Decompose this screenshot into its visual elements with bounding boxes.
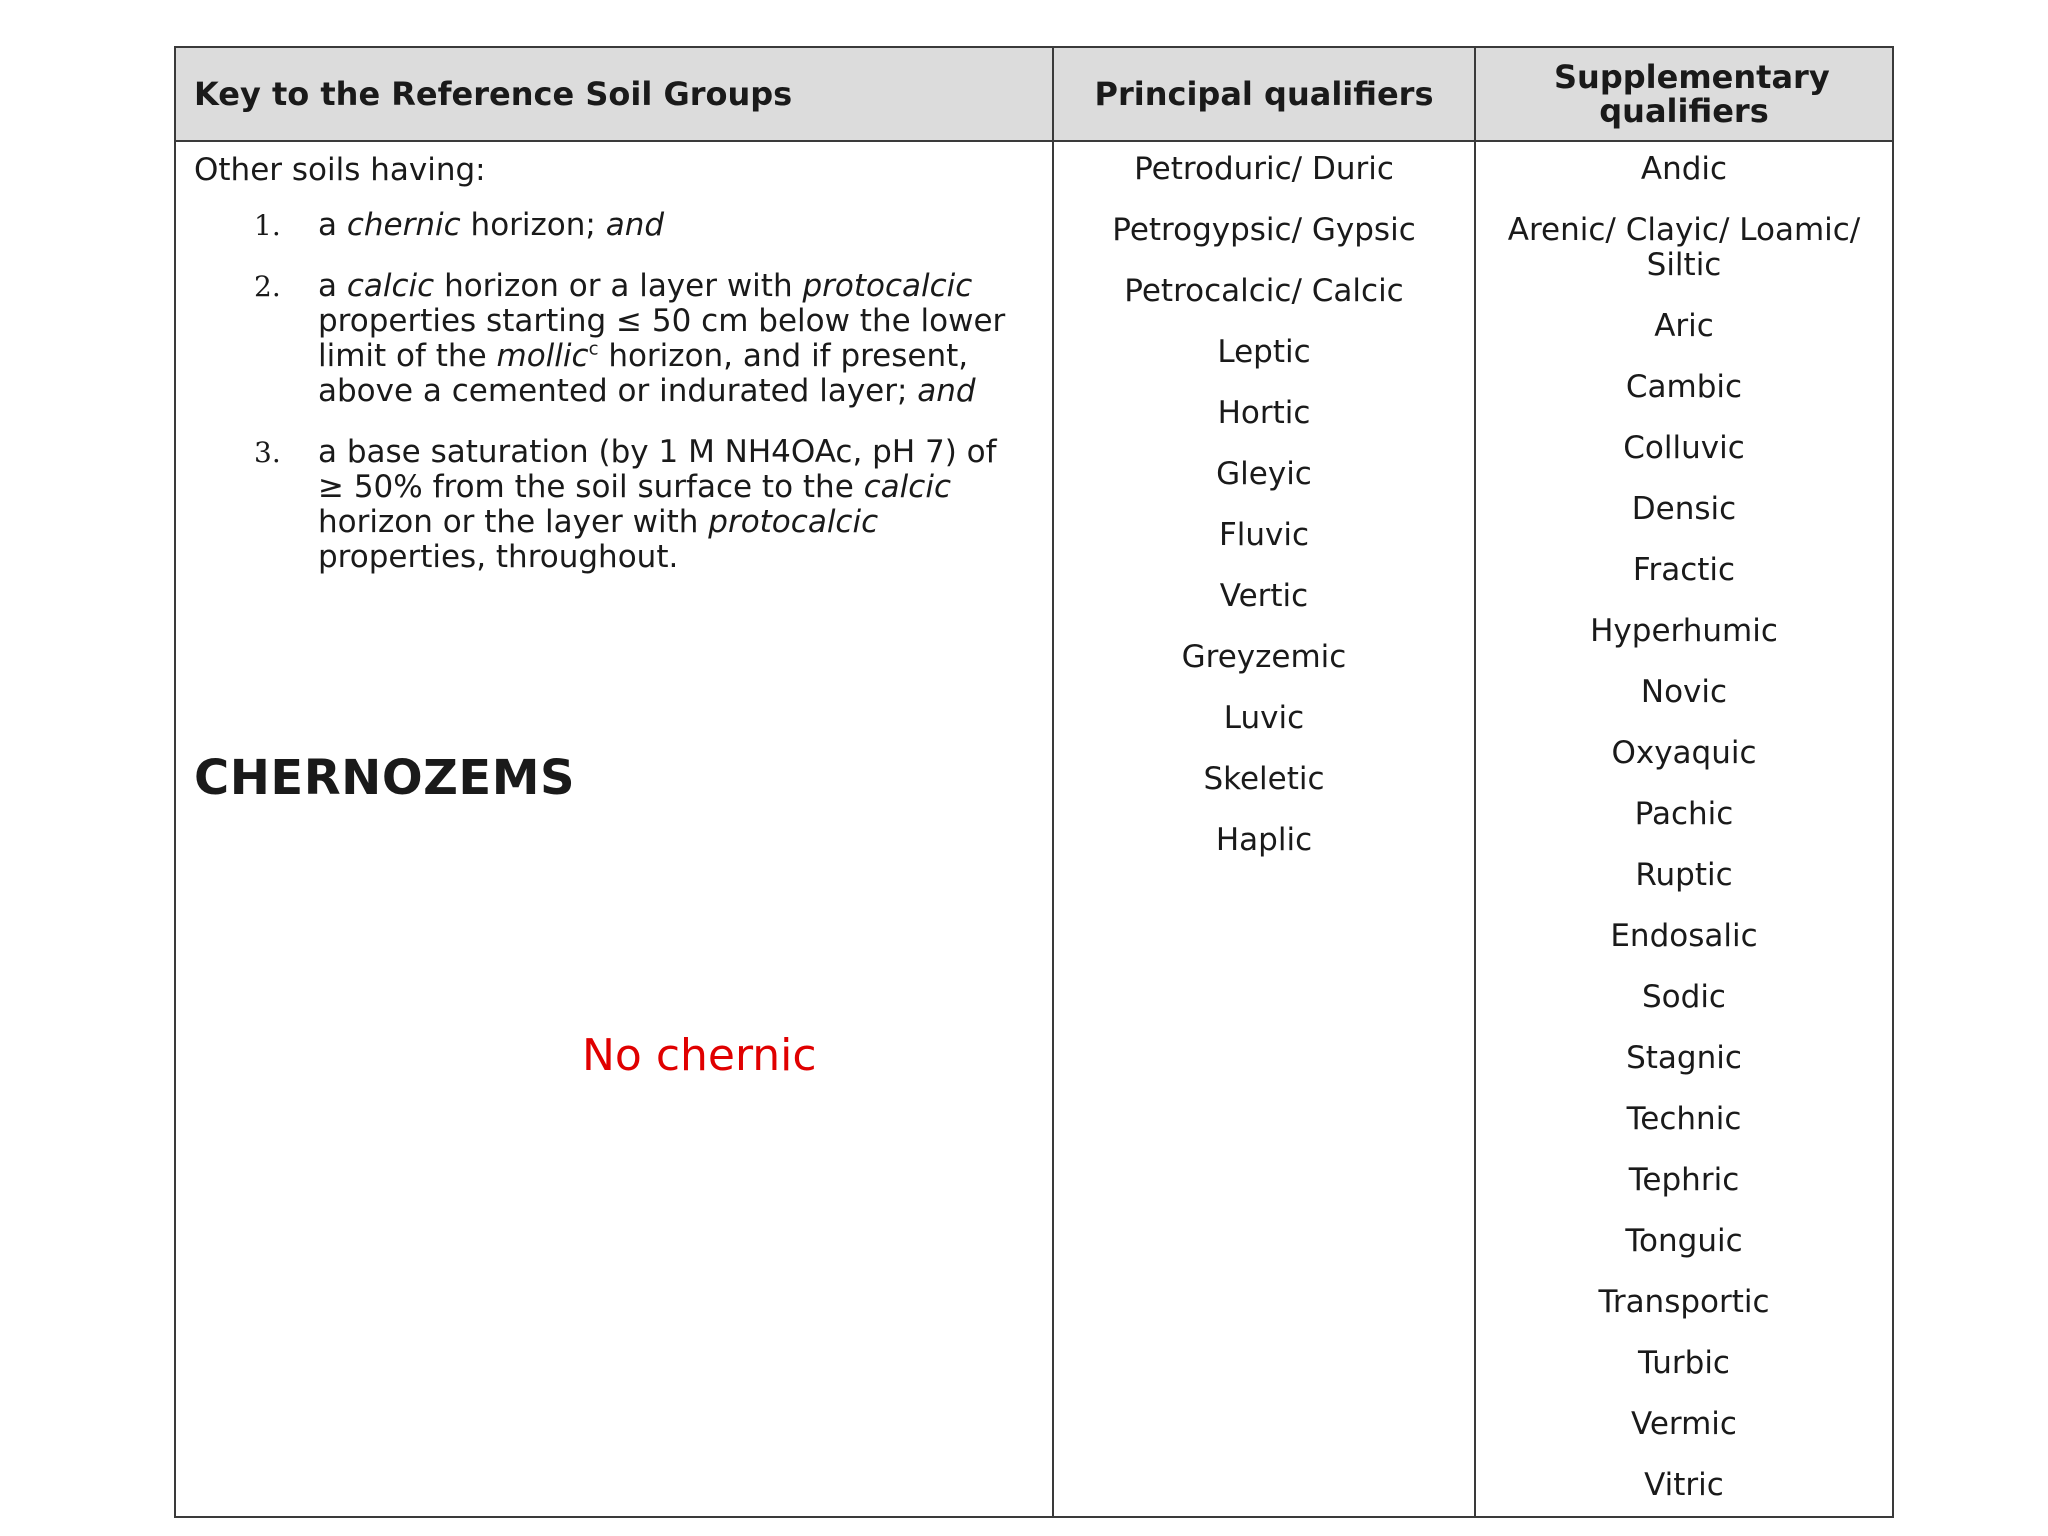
principal-qualifier: Fluvic (1218, 517, 1310, 553)
supplementary-qualifier: Densic (1631, 491, 1737, 527)
principal-qualifier: Gleyic (1216, 456, 1312, 492)
supplementary-qualifiers-cell (1476, 142, 1892, 1516)
key-criterion (176, 435, 1052, 575)
principal-qualifier: Leptic (1217, 334, 1311, 370)
supplementary-qualifier: Pachic (1634, 796, 1734, 832)
criterion-number: 1. (254, 209, 281, 242)
principal-qualifiers-cell (1054, 142, 1476, 1516)
criterion-number: 2. (254, 270, 281, 303)
supplementary-qualifier: Sodic (1642, 979, 1726, 1015)
supplementary-qualifier: Colluvic (1623, 430, 1745, 466)
principal-qualifier: Greyzemic (1181, 639, 1347, 675)
supplementary-qualifier: Vermic (1631, 1406, 1737, 1442)
key-criteria-list (176, 208, 1052, 601)
principal-qualifier: Vertic (1219, 578, 1309, 614)
header-supplementary-qualifiers: Supplementary qualifiers (1476, 48, 1892, 142)
supplementary-qualifier: Transportic (1598, 1284, 1770, 1320)
key-criterion (176, 208, 1052, 243)
reference-soil-group-name: CHERNOZEMS (194, 750, 576, 806)
supplementary-qualifier: Cambic (1625, 369, 1743, 405)
principal-qualifiers-list (1054, 152, 1474, 884)
principal-qualifier: Luvic (1223, 700, 1305, 736)
supplementary-qualifier: Endosalic (1610, 918, 1758, 954)
principal-qualifier: Petroduric/ Duric (1134, 151, 1394, 187)
supplementary-qualifier: Oxyaquic (1611, 735, 1757, 771)
key-cell (176, 142, 1054, 1516)
supplementary-qualifier: Turbic (1638, 1345, 1730, 1381)
criterion-text: a chernic horizon; and (318, 207, 665, 243)
supplementary-qualifier: Technic (1626, 1101, 1742, 1137)
supplementary-qualifier: Vitric (1644, 1467, 1724, 1503)
principal-qualifier: Skeletic (1203, 761, 1325, 797)
supplementary-qualifier: Novic (1640, 674, 1728, 710)
annotation-note: No chernic (582, 1030, 817, 1081)
supplementary-qualifier: Hyperhumic (1590, 613, 1778, 649)
criterion-text: a base saturation (by 1 M NH4OAc, pH 7) of ≥ 50% from the soil surface to the calcic horizon or the layer with protocalcic properties, throughout. (318, 434, 997, 575)
supplementary-qualifier: Tephric (1628, 1162, 1740, 1198)
principal-qualifier: Haplic (1215, 822, 1313, 858)
criterion-number: 3. (254, 436, 281, 469)
supplementary-qualifier: Fractic (1632, 552, 1736, 588)
principal-qualifier: Petrocalcic/ Calcic (1124, 273, 1404, 309)
criterion-text: a calcic horizon or a layer with protocalcic properties starting ≤ 50 cm below the lower limit of the mollic$^c$ horizon, and if present, above a cemented or indurated layer; and (318, 268, 1006, 409)
supplementary-qualifier: Tonguic (1625, 1223, 1743, 1259)
header-principal-qualifiers: Principal qualifiers (1054, 48, 1476, 142)
supplementary-qualifier: Ruptic (1635, 857, 1733, 893)
supplementary-qualifiers-list (1476, 152, 1892, 1529)
key-intro: Other soils having: (194, 152, 486, 188)
reference-soil-groups-table (174, 46, 1894, 1518)
supplementary-qualifier: Aric (1654, 308, 1714, 344)
key-criterion (176, 269, 1052, 409)
principal-qualifier: Petrogypsic/ Gypsic (1112, 212, 1416, 248)
supplementary-qualifier: Andic (1640, 151, 1728, 187)
supplementary-qualifier: Stagnic (1626, 1040, 1742, 1076)
supplementary-qualifier: Arenic/ Clayic/ Loamic/ Siltic (1507, 212, 1861, 283)
header-key: Key to the Reference Soil Groups (176, 48, 1054, 142)
principal-qualifier: Hortic (1217, 395, 1311, 431)
